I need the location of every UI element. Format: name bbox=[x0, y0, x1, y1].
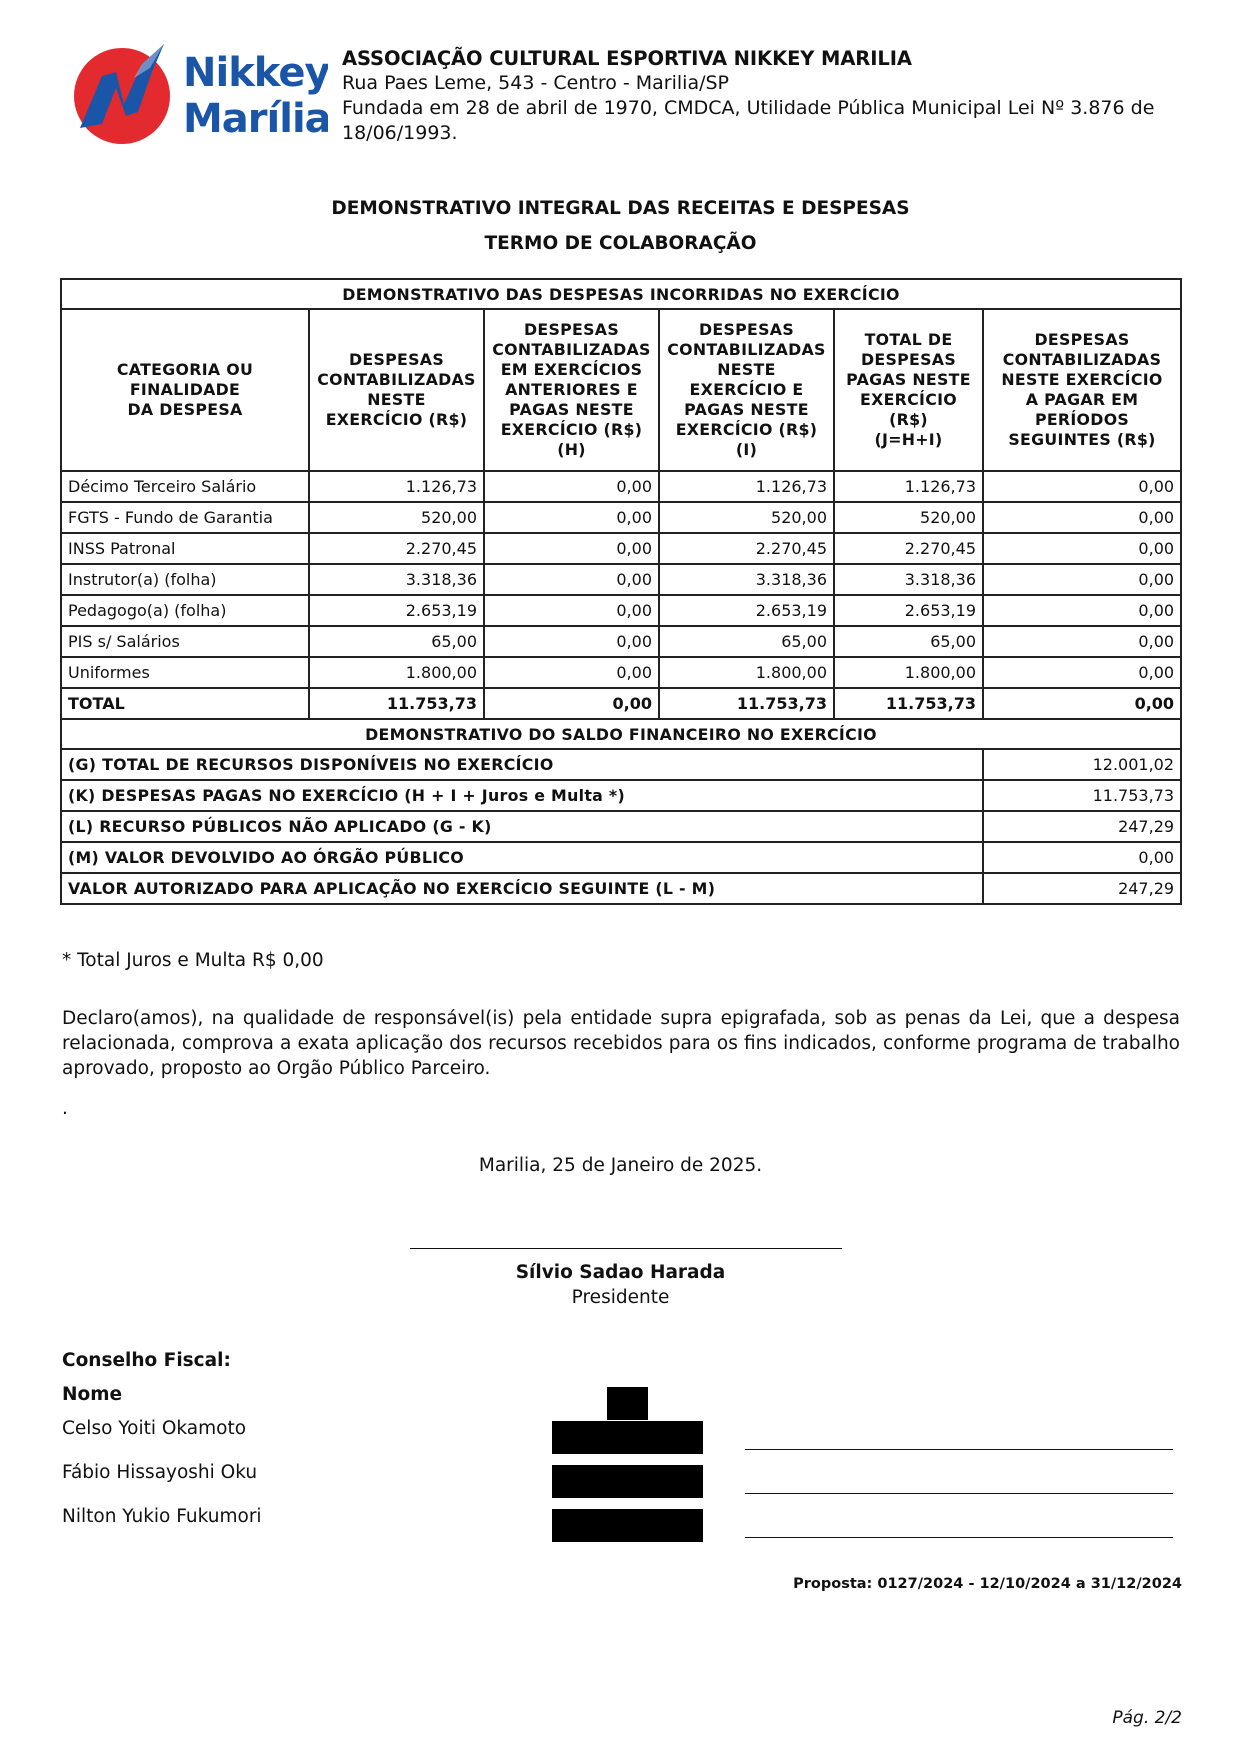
column-header-h bbox=[484, 309, 659, 471]
header-line: EXERCÍCIO (R$) bbox=[500, 420, 643, 439]
header-line: CONTABILIZADAS bbox=[1002, 350, 1162, 369]
expenses-section-title: DEMONSTRATIVO DAS DESPESAS INCORRIDAS NO EXERCÍCIO bbox=[61, 279, 1181, 309]
row-value: 0,00 bbox=[484, 533, 659, 564]
organization-address: Rua Paes Leme, 543 - Centro - Marilia/SP bbox=[342, 72, 730, 94]
balance-label: (L) RECURSO PÚBLICOS NÃO APLICADO (G - K) bbox=[61, 811, 983, 842]
total-value: 0,00 bbox=[983, 688, 1181, 719]
logo-text-line1: Nikkey bbox=[183, 50, 328, 96]
table-row bbox=[61, 502, 1181, 533]
row-value: 0,00 bbox=[484, 564, 659, 595]
table-row bbox=[61, 626, 1181, 657]
header-line: CONTABILIZADAS bbox=[492, 340, 651, 359]
header-line: DESPESAS bbox=[860, 350, 957, 369]
interest-fine-note: * Total Juros e Multa R$ 0,00 bbox=[62, 950, 324, 971]
redaction-box bbox=[552, 1421, 703, 1454]
row-value: 520,00 bbox=[309, 502, 484, 533]
logo-text-line2: Marília bbox=[183, 96, 328, 142]
row-value: 0,00 bbox=[484, 626, 659, 657]
page-number: Pág. 2/2 bbox=[1112, 1708, 1182, 1728]
table-row bbox=[61, 471, 1181, 502]
header-line: DESPESAS bbox=[698, 320, 795, 339]
row-value: 2.270,45 bbox=[659, 533, 834, 564]
declaration-text: Declaro(amos), na qualidade de responsável(is) pela entidade supra epigrafada, sob as penas da Lei, que a despesa relacionada, comprova a exata aplicação dos recursos recebidos para os fins indicados, conforme programa de trabalho aprovado, proposto ao Orgão Público Parceiro. bbox=[62, 1008, 1180, 1079]
header-line: PAGAS NESTE bbox=[509, 400, 634, 419]
header-line: (I) bbox=[735, 440, 758, 459]
row-category: INSS Patronal bbox=[61, 533, 309, 564]
row-value: 1.800,00 bbox=[659, 657, 834, 688]
council-member-name: Celso Yoiti Okamoto bbox=[62, 1418, 247, 1439]
header-line: ANTERIORES E bbox=[505, 380, 638, 399]
row-category: Uniformes bbox=[61, 657, 309, 688]
balance-label: (K) DESPESAS PAGAS NO EXERCÍCIO (H + I + Juros e Multa *) bbox=[61, 780, 983, 811]
balance-value: 247,29 bbox=[983, 811, 1181, 842]
header-line: A PAGAR EM bbox=[1025, 390, 1139, 409]
balance-section-title: DEMONSTRATIVO DO SALDO FINANCEIRO NO EXERCÍCIO bbox=[61, 719, 1181, 749]
row-value: 0,00 bbox=[983, 502, 1181, 533]
total-value: 11.753,73 bbox=[309, 688, 484, 719]
row-category: Instrutor(a) (folha) bbox=[61, 564, 309, 595]
row-value: 2.653,19 bbox=[834, 595, 983, 626]
balance-value: 0,00 bbox=[983, 842, 1181, 873]
signer-name: Sílvio Sadao Harada bbox=[515, 1262, 726, 1283]
header-line: NESTE bbox=[367, 390, 426, 409]
council-member-name: Fábio Hissayoshi Oku bbox=[62, 1462, 258, 1483]
expenses-table bbox=[60, 278, 1182, 905]
council-signature-line bbox=[745, 1537, 1173, 1538]
row-category: Pedagogo(a) (folha) bbox=[61, 595, 309, 626]
balance-row-authorized bbox=[61, 873, 1181, 904]
total-value: 11.753,73 bbox=[834, 688, 983, 719]
header-line: DA DESPESA bbox=[127, 400, 243, 419]
balance-row-g bbox=[61, 749, 1181, 780]
balance-row-m bbox=[61, 842, 1181, 873]
header-line: FINALIDADE bbox=[129, 380, 241, 399]
president-signature-line bbox=[410, 1248, 842, 1249]
row-value: 1.126,73 bbox=[659, 471, 834, 502]
balance-section-header bbox=[61, 719, 1181, 749]
header-line: NESTE EXERCÍCIO bbox=[1001, 370, 1163, 389]
row-value: 0,00 bbox=[983, 471, 1181, 502]
row-value: 0,00 bbox=[484, 471, 659, 502]
table-row bbox=[61, 595, 1181, 626]
row-value: 0,00 bbox=[983, 564, 1181, 595]
header-line: PAGAS NESTE bbox=[846, 370, 971, 389]
table-row bbox=[61, 657, 1181, 688]
header-line: (R$) bbox=[889, 410, 928, 429]
header-line: TOTAL DE bbox=[864, 330, 953, 349]
total-row bbox=[61, 688, 1181, 719]
total-value: 11.753,73 bbox=[659, 688, 834, 719]
column-header-category bbox=[61, 309, 309, 471]
header-line: EM EXERCÍCIOS bbox=[500, 360, 643, 379]
document-title: DEMONSTRATIVO INTEGRAL DAS RECEITAS E DESPESAS bbox=[331, 198, 910, 219]
organization-name: ASSOCIAÇÃO CULTURAL ESPORTIVA NIKKEY MARILIA bbox=[342, 47, 912, 70]
balance-label: (M) VALOR DEVOLVIDO AO ÓRGÃO PÚBLICO bbox=[61, 842, 983, 873]
header-line: (J=H+I) bbox=[874, 430, 943, 449]
row-value: 3.318,36 bbox=[834, 564, 983, 595]
column-header-j-total bbox=[834, 309, 983, 471]
balance-row-k bbox=[61, 780, 1181, 811]
header-line: NESTE bbox=[717, 360, 776, 379]
row-value: 0,00 bbox=[484, 502, 659, 533]
row-value: 0,00 bbox=[983, 533, 1181, 564]
header-line: CONTABILIZADAS bbox=[667, 340, 826, 359]
header-line: PAGAS NESTE bbox=[684, 400, 809, 419]
row-value: 2.653,19 bbox=[659, 595, 834, 626]
row-category: PIS s/ Salários bbox=[61, 626, 309, 657]
row-value: 1.800,00 bbox=[834, 657, 983, 688]
council-member-name: Nilton Yukio Fukumori bbox=[62, 1506, 262, 1527]
redaction-box bbox=[552, 1509, 703, 1542]
balance-value: 12.001,02 bbox=[983, 749, 1181, 780]
redaction-box bbox=[552, 1465, 703, 1498]
header-line: SEGUINTES (R$) bbox=[1008, 430, 1156, 449]
row-value: 3.318,36 bbox=[659, 564, 834, 595]
header-line: CONTABILIZADAS bbox=[317, 370, 476, 389]
document-subtitle: TERMO DE COLABORAÇÃO bbox=[484, 233, 757, 254]
council-signature-line bbox=[745, 1449, 1173, 1450]
column-header-accounted-this-year bbox=[309, 309, 484, 471]
place-date: Marilia, 25 de Janeiro de 2025. bbox=[478, 1155, 763, 1176]
row-value: 65,00 bbox=[834, 626, 983, 657]
organization-logo bbox=[72, 42, 328, 148]
nikkey-logo-icon bbox=[72, 42, 328, 148]
row-value: 520,00 bbox=[659, 502, 834, 533]
row-value: 0,00 bbox=[983, 626, 1181, 657]
row-value: 65,00 bbox=[309, 626, 484, 657]
total-value: 0,00 bbox=[484, 688, 659, 719]
row-value: 2.270,45 bbox=[309, 533, 484, 564]
column-header-payable-later bbox=[983, 309, 1181, 471]
header-line: EXERCÍCIO (R$) bbox=[325, 410, 468, 429]
header-line: EXERCÍCIO E bbox=[689, 380, 804, 399]
redaction-box bbox=[607, 1387, 648, 1420]
row-value: 1.126,73 bbox=[309, 471, 484, 502]
balance-row-l bbox=[61, 811, 1181, 842]
row-category: Décimo Terceiro Salário bbox=[61, 471, 309, 502]
row-value: 0,00 bbox=[983, 595, 1181, 626]
row-value: 0,00 bbox=[484, 595, 659, 626]
council-name-header: Nome bbox=[62, 1384, 123, 1405]
table-row bbox=[61, 533, 1181, 564]
header-line: PERÍODOS bbox=[1034, 410, 1130, 429]
signer-role: Presidente bbox=[571, 1287, 670, 1308]
balance-value: 11.753,73 bbox=[983, 780, 1181, 811]
proposal-info: Proposta: 0127/2024 - 12/10/2024 a 31/12/2024 bbox=[793, 1576, 1182, 1592]
header-line: DESPESAS bbox=[348, 350, 445, 369]
council-signature-line bbox=[745, 1493, 1173, 1494]
council-title: Conselho Fiscal: bbox=[62, 1350, 231, 1371]
organization-info bbox=[342, 46, 1182, 146]
column-header-i bbox=[659, 309, 834, 471]
header-line: DESPESAS bbox=[523, 320, 620, 339]
balance-value: 247,29 bbox=[983, 873, 1181, 904]
organization-founded-line1: Fundada em 28 de abril de 1970, CMDCA, Utilidade Pública Municipal Lei Nº 3.876 de bbox=[342, 97, 1155, 119]
header-line: EXERCÍCIO bbox=[860, 390, 957, 409]
balance-label: (G) TOTAL DE RECURSOS DISPONÍVEIS NO EXERCÍCIO bbox=[61, 749, 983, 780]
expenses-section-header bbox=[61, 279, 1181, 309]
header-line: CATEGORIA OU bbox=[116, 360, 254, 379]
header-line: DESPESAS bbox=[1034, 330, 1130, 349]
row-value: 0,00 bbox=[484, 657, 659, 688]
stray-dot: . bbox=[62, 1098, 68, 1119]
row-category: FGTS - Fundo de Garantia bbox=[61, 502, 309, 533]
row-value: 1.126,73 bbox=[834, 471, 983, 502]
row-value: 3.318,36 bbox=[309, 564, 484, 595]
balance-label: VALOR AUTORIZADO PARA APLICAÇÃO NO EXERCÍCIO SEGUINTE (L - M) bbox=[61, 873, 983, 904]
row-value: 1.800,00 bbox=[309, 657, 484, 688]
row-value: 520,00 bbox=[834, 502, 983, 533]
column-headers bbox=[61, 309, 1181, 471]
total-label: TOTAL bbox=[61, 688, 309, 719]
row-value: 65,00 bbox=[659, 626, 834, 657]
organization-founded-line2: 18/06/1993. bbox=[342, 122, 458, 144]
table-row bbox=[61, 564, 1181, 595]
header-line: EXERCÍCIO (R$) bbox=[675, 420, 818, 439]
row-value: 2.270,45 bbox=[834, 533, 983, 564]
row-value: 2.653,19 bbox=[309, 595, 484, 626]
row-value: 0,00 bbox=[983, 657, 1181, 688]
header-line: (H) bbox=[557, 440, 586, 459]
